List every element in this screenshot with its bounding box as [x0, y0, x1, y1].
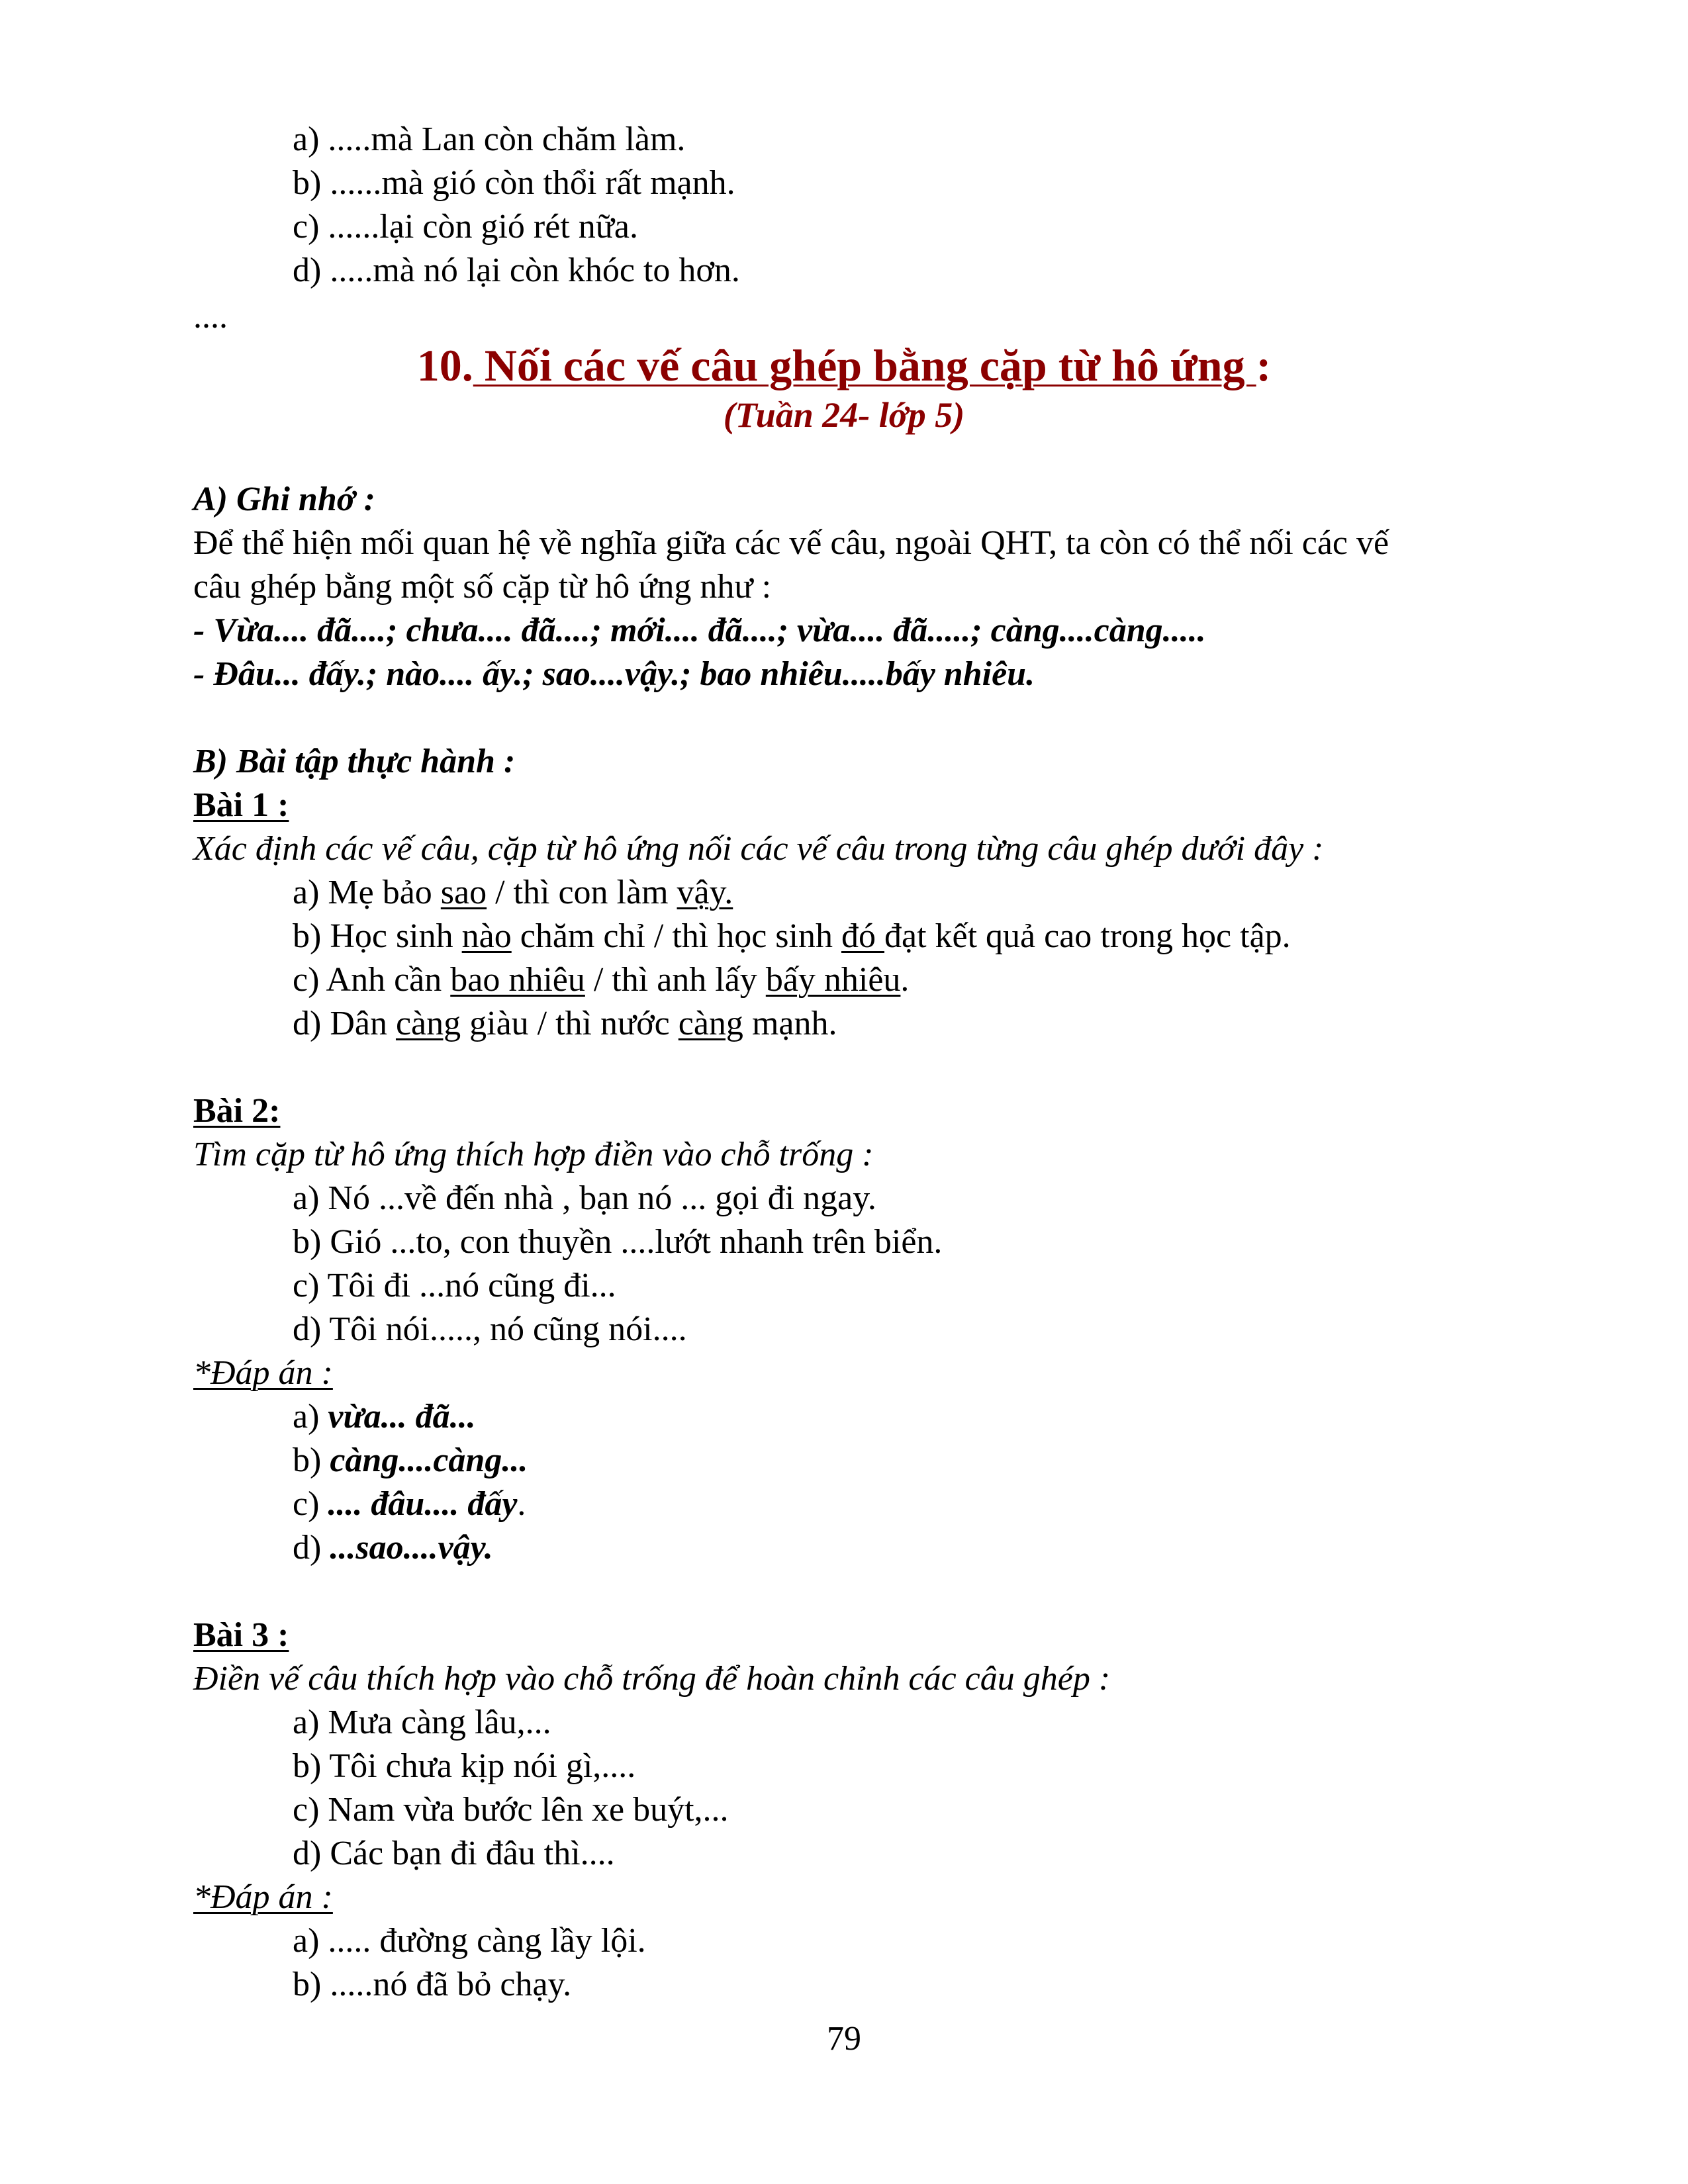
ellipsis-text: ....: [193, 298, 228, 336]
bai3-prompt: Điền vế câu thích hợp vào chỗ trống để hoàn chỉnh các câu ghép :: [193, 1660, 1111, 1698]
answer-letter: a): [293, 1398, 328, 1435]
bai1-d-keyword-1: càng: [395, 1005, 461, 1042]
bai1-b-text-2: chăm chỉ / thì học sinh: [511, 917, 841, 955]
bai1-c-text-3: .: [900, 961, 910, 999]
bai1-a-keyword-1: sao: [440, 874, 487, 911]
bai2-answer-b: [293, 1439, 528, 1482]
section-title-colon: :: [1256, 340, 1272, 390]
bai3-answer-b: b) .....nó đã bỏ chạy.: [293, 1966, 572, 2003]
bai3-answer-a: a) ..... đường càng lầy lội.: [293, 1922, 646, 1960]
section-subtitle: (Tuần 24- lớp 5): [723, 395, 965, 435]
bai1-d-text-3: mạnh.: [743, 1005, 837, 1042]
bai1-b-text: b) Học sinh: [293, 917, 462, 955]
ghi-nho-text-1: Để thể hiện mối quan hệ về nghĩa giữa các vế câu, ngoài QHT, ta còn có thể nối các vế: [193, 524, 1389, 562]
bai1-a-text-2: / thì con làm: [487, 874, 677, 911]
bai2-label: Bài 2:: [193, 1092, 281, 1130]
answer-letter: b): [293, 1441, 330, 1479]
bai1-item-d: [293, 1002, 837, 1046]
bai2-answer-label: *Đáp án :: [193, 1354, 333, 1392]
bai1-c-keyword-2: bấy nhiêu: [765, 961, 901, 999]
section-title-text: Nối các vế câu ghép bằng cặp từ hô ứng: [473, 340, 1256, 390]
bai1-b-text-3: đạt kết quả cao trong học tập.: [884, 917, 1291, 955]
bai2-item-c: c) Tôi đi ...nó cũng đi...: [293, 1267, 616, 1304]
bai1-d-keyword-2: càng: [678, 1005, 743, 1042]
bai2-prompt: Tìm cặp từ hô ứng thích hợp điền vào chỗ trống :: [193, 1136, 874, 1173]
answer-letter: c): [293, 1485, 328, 1523]
section-title: [0, 339, 1688, 392]
bai3-item-d: d) Các bạn đi đâu thì....: [293, 1835, 615, 1872]
ghi-nho-pairs-2: - Đâu... đấy.; nào.... ấy.; sao....vậy.; bao nhiêu.....bấy nhiêu.: [193, 655, 1035, 693]
answer-letter: d): [293, 1529, 330, 1567]
bai1-b-keyword-2: đó: [841, 917, 884, 955]
bai1-a-keyword-2: vậy.: [677, 874, 733, 911]
section-number: 10.: [416, 340, 473, 390]
answer-tail: .: [517, 1485, 526, 1523]
prev-answer-a: a) .....mà Lan còn chăm làm.: [293, 120, 686, 158]
bai2-answer-a: [293, 1395, 476, 1439]
ghi-nho-pairs-1: - Vừa.... đã....; chưa.... đã....; mới.... đã....; vừa.... đã.....; càng....càng.....: [193, 612, 1206, 649]
bai1-d-text-2: giàu / thì nước: [461, 1005, 679, 1042]
prev-answer-c: c) ......lại còn gió rét nữa.: [293, 208, 639, 246]
bai3-label: Bài 3 :: [193, 1616, 289, 1654]
answer-text: .... đâu.... đấy: [328, 1485, 518, 1523]
bai1-c-keyword-1: bao nhiêu: [450, 961, 585, 999]
bai1-a-text: a) Mẹ bảo: [293, 874, 441, 911]
bai1-d-text: d) Dân: [293, 1005, 396, 1042]
ghi-nho-text-2: câu ghép bằng một số cặp từ hô ứng như :: [193, 568, 772, 606]
bai1-item-a: [293, 871, 733, 915]
prev-answer-d: d) .....mà nó lại còn khóc to hơn.: [293, 251, 740, 289]
bai2-item-a: a) Nó ...về đến nhà , bạn nó ... gọi đi ngay.: [293, 1179, 876, 1217]
bai1-item-b: [293, 915, 1291, 958]
answer-text: càng....càng...: [330, 1441, 528, 1479]
bai1-c-text: c) Anh cần: [293, 961, 451, 999]
bai3-item-c: c) Nam vừa bước lên xe buýt,...: [293, 1791, 729, 1829]
answer-text: ...sao....vậy.: [330, 1529, 493, 1567]
bai3-item-b: b) Tôi chưa kịp nói gì,....: [293, 1747, 636, 1785]
bai1-label: Bài 1 :: [193, 786, 289, 824]
bai1-c-text-2: / thì anh lấy: [585, 961, 766, 999]
bai3-item-a: a) Mưa càng lâu,...: [293, 1704, 551, 1741]
bai3-answer-label: *Đáp án :: [193, 1878, 333, 1916]
prev-answer-b: b) ......mà gió còn thổi rất mạnh.: [293, 164, 735, 202]
page-number: 79: [827, 2020, 861, 2058]
bai1-item-c: [293, 958, 909, 1002]
bai2-answer-d: [293, 1526, 493, 1570]
bai1-prompt: Xác định các vế câu, cặp từ hô ứng nối các vế câu trong từng câu ghép dưới đây :: [193, 830, 1324, 868]
ghi-nho-heading: A) Ghi nhớ :: [193, 480, 375, 518]
answer-text: vừa... đã...: [328, 1398, 476, 1435]
practice-heading: B) Bài tập thực hành :: [193, 743, 516, 780]
bai2-item-d: d) Tôi nói....., nó cũng nói....: [293, 1310, 687, 1348]
bai1-b-keyword-1: nào: [461, 917, 512, 955]
bai2-item-b: b) Gió ...to, con thuyền ....lướt nhanh trên biển.: [293, 1223, 943, 1261]
bai2-answer-c: [293, 1482, 526, 1526]
